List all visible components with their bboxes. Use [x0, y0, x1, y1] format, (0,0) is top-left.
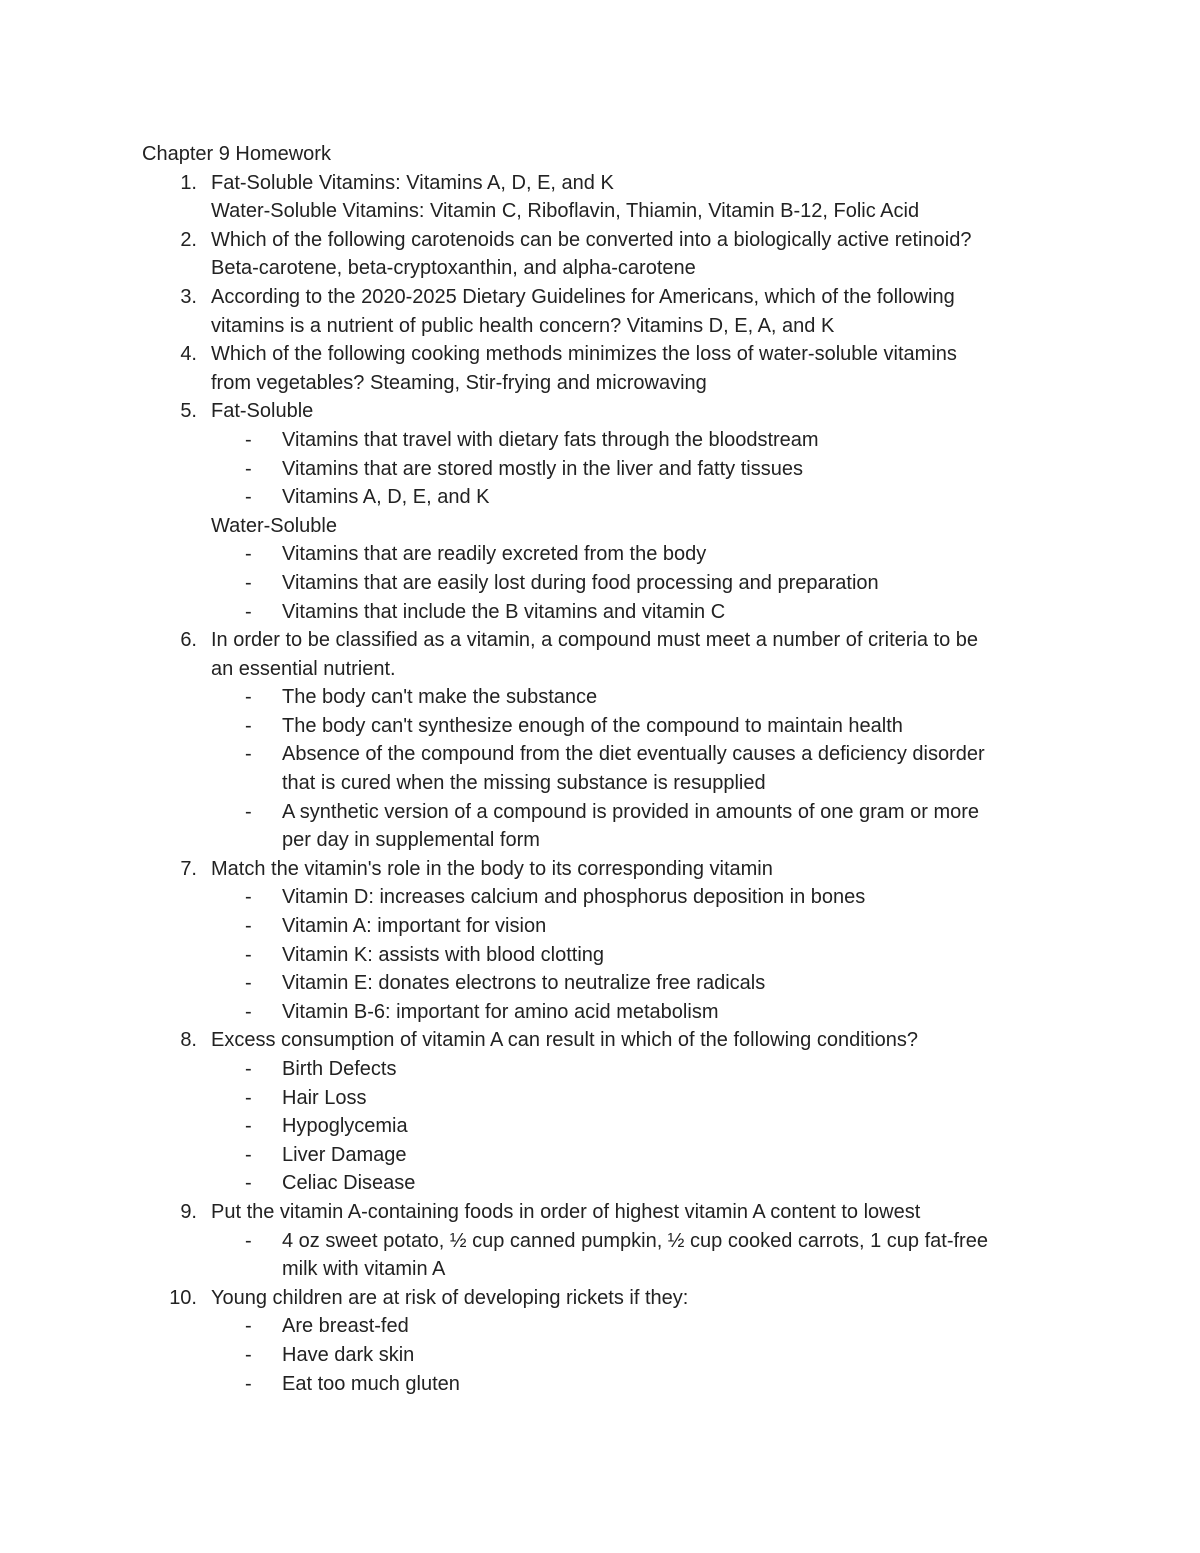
- list-item: - Vitamins A, D, E, and K: [211, 483, 1062, 512]
- question-10: [142, 1284, 1062, 1398]
- list-item: - Liver Damage: [211, 1141, 1062, 1170]
- list-item: - Hypoglycemia: [211, 1112, 1062, 1141]
- question-text: vitamins is a nutrient of public health concern? Vitamins D, E, A, and K: [211, 314, 835, 337]
- list-item: - Birth Defects: [211, 1055, 1062, 1084]
- question-4: [142, 340, 1062, 397]
- question-number: 5.: [180, 400, 197, 423]
- list-item: - Vitamin D: increases calcium and phosphorus deposition in bones: [211, 883, 1062, 912]
- list-item: - Hair Loss: [211, 1084, 1062, 1113]
- dash-bullet: -: [245, 915, 252, 938]
- dash-bullet: -: [245, 1172, 252, 1195]
- dash-bullet: -: [245, 486, 252, 509]
- question-number: 6.: [180, 629, 197, 652]
- dash-bullet: -: [245, 1000, 252, 1023]
- question-number: 7.: [180, 857, 197, 880]
- list-item: - Vitamin B-6: important for amino acid metabolism: [211, 998, 1062, 1027]
- dash-bullet: -: [245, 743, 252, 766]
- dash-bullet: -: [245, 457, 252, 480]
- question-text: Young children are at risk of developing rickets if they:: [211, 1286, 689, 1309]
- group-label-water-soluble: Water-Soluble: [211, 514, 337, 537]
- question-text: Which of the following carotenoids can be converted into a biologically active retinoid?: [211, 228, 972, 251]
- list-item: - Vitamins that include the B vitamins and vitamin C: [211, 598, 1062, 627]
- dash-bullet: -: [245, 1058, 252, 1080]
- question-number: 3.: [180, 285, 197, 308]
- list-item: - 4 oz sweet potato, ½ cup canned pumpkin, ½ cup cooked carrots, 1 cup fat-free milk with vitamin A: [211, 1227, 1062, 1284]
- dash-bullet: -: [245, 600, 252, 623]
- question-text: Excess consumption of vitamin A can result in which of the following conditions?: [211, 1029, 919, 1052]
- question-text: Put the vitamin A-containing foods in order of highest vitamin A content to lowest: [211, 1200, 921, 1223]
- question-text: an essential nutrient.: [211, 657, 396, 680]
- dash-bullet: -: [245, 543, 252, 566]
- question-number: 9.: [180, 1200, 197, 1223]
- dash-bullet: -: [245, 1315, 252, 1338]
- dash-bullet: -: [245, 1086, 252, 1109]
- question-1: [142, 169, 1062, 226]
- question-number: 8.: [180, 1029, 197, 1052]
- list-item: - Vitamin K: assists with blood clotting: [211, 941, 1062, 970]
- list-item: - Absence of the compound from the diet eventually causes a deficiency disorder that is cured when the missing substance is resupplied: [211, 740, 1062, 797]
- question-text: According to the 2020-2025 Dietary Guidelines for Americans, which of the following: [211, 285, 955, 308]
- question-text: from vegetables? Steaming, Stir-frying and microwaving: [211, 371, 707, 394]
- list-item: - Vitamins that travel with dietary fats through the bloodstream: [211, 426, 1062, 455]
- dash-bullet: -: [245, 714, 252, 737]
- question-text: Match the vitamin's role in the body to its corresponding vitamin: [211, 857, 773, 880]
- dash-bullet: -: [245, 886, 252, 909]
- question-number: 10.: [169, 1286, 197, 1309]
- dash-bullet: -: [245, 428, 252, 451]
- question-text: Fat-Soluble Vitamins: Vitamins A, D, E, and K: [211, 171, 614, 194]
- question-text: In order to be classified as a vitamin, a compound must meet a number of criteria to be: [211, 629, 979, 652]
- dash-bullet: -: [245, 686, 252, 709]
- list-item: - Are breast-fed: [211, 1312, 1062, 1341]
- question-3: [142, 283, 1062, 340]
- dash-bullet: -: [245, 1229, 252, 1252]
- question-number: 1.: [180, 171, 197, 194]
- list-item: - The body can't make the substance: [211, 683, 1062, 712]
- question-9: [142, 1198, 1062, 1284]
- homework-page: [142, 140, 1062, 1398]
- list-item: - Vitamins that are easily lost during food processing and preparation: [211, 569, 1062, 598]
- dash-bullet: -: [245, 800, 252, 823]
- dash-bullet: -: [245, 972, 252, 995]
- question-7: [142, 855, 1062, 1027]
- list-item: - Eat too much gluten: [211, 1370, 1062, 1399]
- answer-text: Beta-carotene, beta-cryptoxanthin, and alpha-carotene: [211, 257, 696, 280]
- question-8: [142, 1026, 1062, 1198]
- group-label-fat-soluble: Fat-Soluble: [211, 400, 314, 423]
- page-title: Chapter 9 Homework: [142, 143, 331, 165]
- list-item: - Have dark skin: [211, 1341, 1062, 1370]
- question-number: 4.: [180, 343, 197, 366]
- list-item: - Vitamin A: important for vision: [211, 912, 1062, 941]
- question-text: Water-Soluble Vitamins: Vitamin C, Riboflavin, Thiamin, Vitamin B-12, Folic Acid: [211, 200, 920, 223]
- dash-bullet: -: [245, 943, 252, 966]
- dash-bullet: -: [245, 571, 252, 594]
- list-item: - A synthetic version of a compound is provided in amounts of one gram or more per day in supplemental form: [211, 798, 1062, 855]
- question-2: [142, 226, 1062, 283]
- dash-bullet: -: [245, 1343, 252, 1366]
- dash-bullet: -: [245, 1115, 252, 1138]
- question-text: Which of the following cooking methods minimizes the loss of water-soluble vitamins: [211, 343, 957, 366]
- question-5: [142, 397, 1062, 626]
- list-item: - Vitamins that are readily excreted from the body: [211, 540, 1062, 569]
- list-item: - Vitamins that are stored mostly in the liver and fatty tissues: [211, 455, 1062, 484]
- list-item: - Vitamin E: donates electrons to neutralize free radicals: [211, 969, 1062, 998]
- question-6: [142, 626, 1062, 855]
- dash-bullet: -: [245, 1143, 252, 1166]
- question-number: 2.: [180, 228, 197, 251]
- dash-bullet: -: [245, 1372, 252, 1395]
- list-item: - The body can't synthesize enough of the compound to maintain health: [211, 712, 1062, 741]
- list-item: - Celiac Disease: [211, 1169, 1062, 1198]
